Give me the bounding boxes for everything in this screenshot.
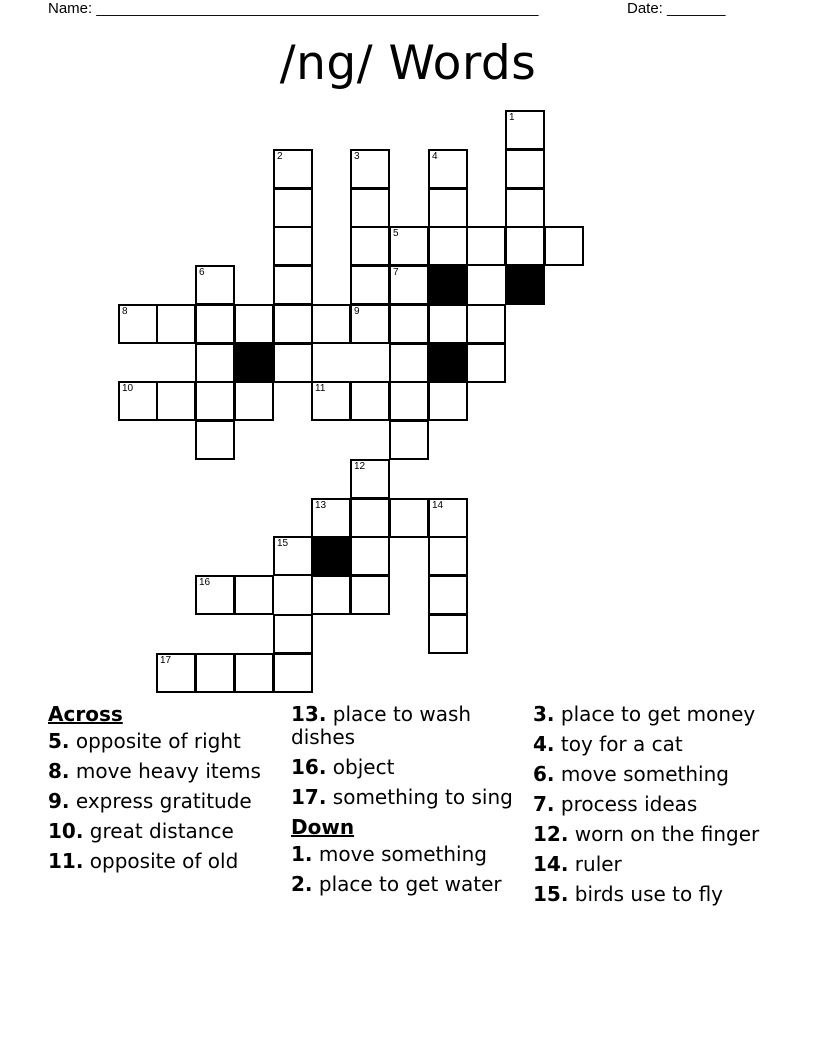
grid-cell[interactable] <box>156 381 196 421</box>
page-title: /ng/ Words <box>279 36 537 91</box>
clue-item-text: great distance <box>89 819 234 843</box>
clue-item <box>48 730 276 753</box>
clue-item <box>291 786 519 809</box>
clue-item-number: 9. <box>48 789 70 813</box>
clue-item <box>533 793 761 816</box>
clue-number: 15 <box>277 538 289 549</box>
grid-cell[interactable] <box>118 381 158 421</box>
clue-number: 8 <box>122 306 128 317</box>
grid-cell[interactable] <box>505 226 545 266</box>
clue-item-text: opposite of old <box>89 849 239 873</box>
clue-number: 2 <box>277 151 283 162</box>
grid-cell[interactable] <box>273 653 313 693</box>
clue-item-number: 12. <box>533 822 569 846</box>
grid-cell[interactable] <box>350 226 390 266</box>
clue-item-text: move heavy items <box>75 759 261 783</box>
black-square <box>428 265 468 305</box>
clue-item-number: 6. <box>533 762 555 786</box>
grid-cell[interactable] <box>428 381 468 421</box>
grid-cell[interactable] <box>311 498 351 538</box>
grid-cell[interactable] <box>389 304 429 344</box>
down-heading: Down <box>291 815 355 839</box>
black-square <box>505 265 545 305</box>
grid-cell[interactable] <box>389 420 429 460</box>
grid-cell[interactable] <box>350 304 390 344</box>
clue-number: 4 <box>432 151 438 162</box>
across-clue-list-continued <box>291 703 519 809</box>
clue-item-number: 15. <box>533 882 569 906</box>
clue-number: 3 <box>354 151 360 162</box>
grid-cell[interactable] <box>273 536 313 576</box>
clue-number: 17 <box>160 655 172 666</box>
grid-cell[interactable] <box>350 265 390 305</box>
across-heading: Across <box>48 702 123 726</box>
clue-number: 1 <box>509 112 515 123</box>
grid-cell[interactable] <box>544 226 584 266</box>
clue-item-text: move something <box>560 762 729 786</box>
grid-cell[interactable] <box>273 304 313 344</box>
grid-cell[interactable] <box>234 575 274 615</box>
grid-cell[interactable] <box>428 575 468 615</box>
clue-item-text: process ideas <box>560 792 698 816</box>
clue-item-number: 10. <box>48 819 84 843</box>
grid-cell[interactable] <box>350 459 390 499</box>
clue-item-number: 5. <box>48 729 70 753</box>
grid-cell[interactable] <box>195 265 235 305</box>
grid-cell[interactable] <box>428 226 468 266</box>
grid-cell[interactable] <box>195 304 235 344</box>
clue-item-number: 8. <box>48 759 70 783</box>
down-clue-list-continued <box>533 703 761 906</box>
clue-item-text: place to get water <box>318 872 502 896</box>
clue-item <box>533 763 761 786</box>
clue-item <box>291 843 519 866</box>
black-square <box>311 536 351 576</box>
clue-item-text: something to sing <box>332 785 513 809</box>
grid-cell[interactable] <box>505 110 545 150</box>
clue-item-text: birds use to fly <box>574 882 724 906</box>
grid-cell[interactable] <box>156 304 196 344</box>
clue-item-number: 11. <box>48 849 84 873</box>
clue-item-text: worn on the finger <box>574 822 760 846</box>
grid-cell[interactable] <box>428 498 468 538</box>
grid-cell[interactable] <box>273 188 313 228</box>
grid-cell[interactable] <box>311 575 351 615</box>
clue-item-number: 7. <box>533 792 555 816</box>
grid-cell[interactable] <box>195 343 235 383</box>
clue-item-number: 17. <box>291 785 327 809</box>
grid-cell[interactable] <box>505 149 545 189</box>
grid-cell[interactable] <box>428 614 468 654</box>
grid-cell[interactable] <box>156 653 196 693</box>
clue-item <box>48 850 276 873</box>
clue-item-text: opposite of right <box>75 729 241 753</box>
clue-number: 6 <box>199 267 205 278</box>
grid-cell[interactable] <box>195 381 235 421</box>
grid-cell[interactable] <box>466 226 506 266</box>
clue-item-text: express gratitude <box>75 789 252 813</box>
grid-cell[interactable] <box>389 498 429 538</box>
grid-cell[interactable] <box>273 343 313 383</box>
name-line[interactable]: Name: _____________________________________________________ <box>48 0 539 17</box>
grid-cell[interactable] <box>428 304 468 344</box>
clue-number: 13 <box>315 500 327 511</box>
clue-item-text: toy for a cat <box>560 732 683 756</box>
grid-cell[interactable] <box>311 381 351 421</box>
clue-item-number: 4. <box>533 732 555 756</box>
grid-cell[interactable] <box>234 381 274 421</box>
clue-number: 7 <box>393 267 399 278</box>
clue-number: 9 <box>354 306 360 317</box>
grid-cell[interactable] <box>273 149 313 189</box>
grid-cell[interactable] <box>350 575 390 615</box>
clue-item-text: ruler <box>574 852 622 876</box>
grid-cell[interactable] <box>350 149 390 189</box>
clue-item <box>48 760 276 783</box>
clue-item <box>533 823 761 846</box>
grid-cell[interactable] <box>234 304 274 344</box>
grid-cell[interactable] <box>350 498 390 538</box>
grid-cell[interactable] <box>428 188 468 228</box>
clue-item <box>48 820 276 843</box>
grid-cell[interactable] <box>195 653 235 693</box>
grid-cell[interactable] <box>350 381 390 421</box>
grid-cell[interactable] <box>350 536 390 576</box>
black-square <box>428 343 468 383</box>
clue-column-3 <box>533 703 761 913</box>
clue-item <box>533 703 761 726</box>
grid-cell[interactable] <box>428 149 468 189</box>
grid-cell[interactable] <box>273 265 313 305</box>
clue-item <box>533 733 761 756</box>
clue-item-number: 16. <box>291 755 327 779</box>
clue-number: 14 <box>432 500 444 511</box>
grid-cell[interactable] <box>389 343 429 383</box>
clue-item-number: 3. <box>533 702 555 726</box>
grid-cell[interactable] <box>195 575 235 615</box>
grid-cell[interactable] <box>350 188 390 228</box>
grid-cell[interactable] <box>389 265 429 305</box>
clue-item <box>533 883 761 906</box>
clue-item-text: move something <box>318 842 487 866</box>
grid-cell[interactable] <box>389 226 429 266</box>
grid-cell[interactable] <box>311 304 351 344</box>
clue-item-number: 2. <box>291 872 313 896</box>
grid-cell[interactable] <box>273 226 313 266</box>
grid-cell[interactable] <box>466 304 506 344</box>
clue-item-number: 1. <box>291 842 313 866</box>
clue-number: 12 <box>354 461 366 472</box>
clue-item-text: object <box>332 755 395 779</box>
grid-cell[interactable] <box>389 381 429 421</box>
across-clue-list <box>48 730 276 873</box>
clue-number: 5 <box>393 228 399 239</box>
grid-cell[interactable] <box>234 653 274 693</box>
grid-cell[interactable] <box>505 188 545 228</box>
clue-number: 11 <box>315 383 326 394</box>
clue-item <box>533 853 761 876</box>
black-square <box>234 343 274 383</box>
down-clue-list <box>291 843 519 896</box>
clue-column-1 <box>48 703 276 880</box>
clue-number: 10 <box>122 383 134 394</box>
clue-item <box>291 703 519 749</box>
clue-item-text: place to wash dishes <box>291 702 472 749</box>
clue-item <box>291 756 519 779</box>
grid-cell[interactable] <box>273 614 313 654</box>
clue-column-2 <box>291 703 519 903</box>
grid-cell[interactable] <box>428 536 468 576</box>
clue-item-text: place to get money <box>560 702 756 726</box>
clue-number: 16 <box>199 577 211 588</box>
date-line[interactable]: Date: _______ <box>627 0 726 17</box>
clue-item-number: 14. <box>533 852 569 876</box>
clue-item <box>48 790 276 813</box>
clue-item-number: 13. <box>291 702 327 726</box>
clue-item <box>291 873 519 896</box>
grid-cell[interactable] <box>195 420 235 460</box>
grid-cell[interactable] <box>118 304 158 344</box>
grid-cell[interactable] <box>466 343 506 383</box>
